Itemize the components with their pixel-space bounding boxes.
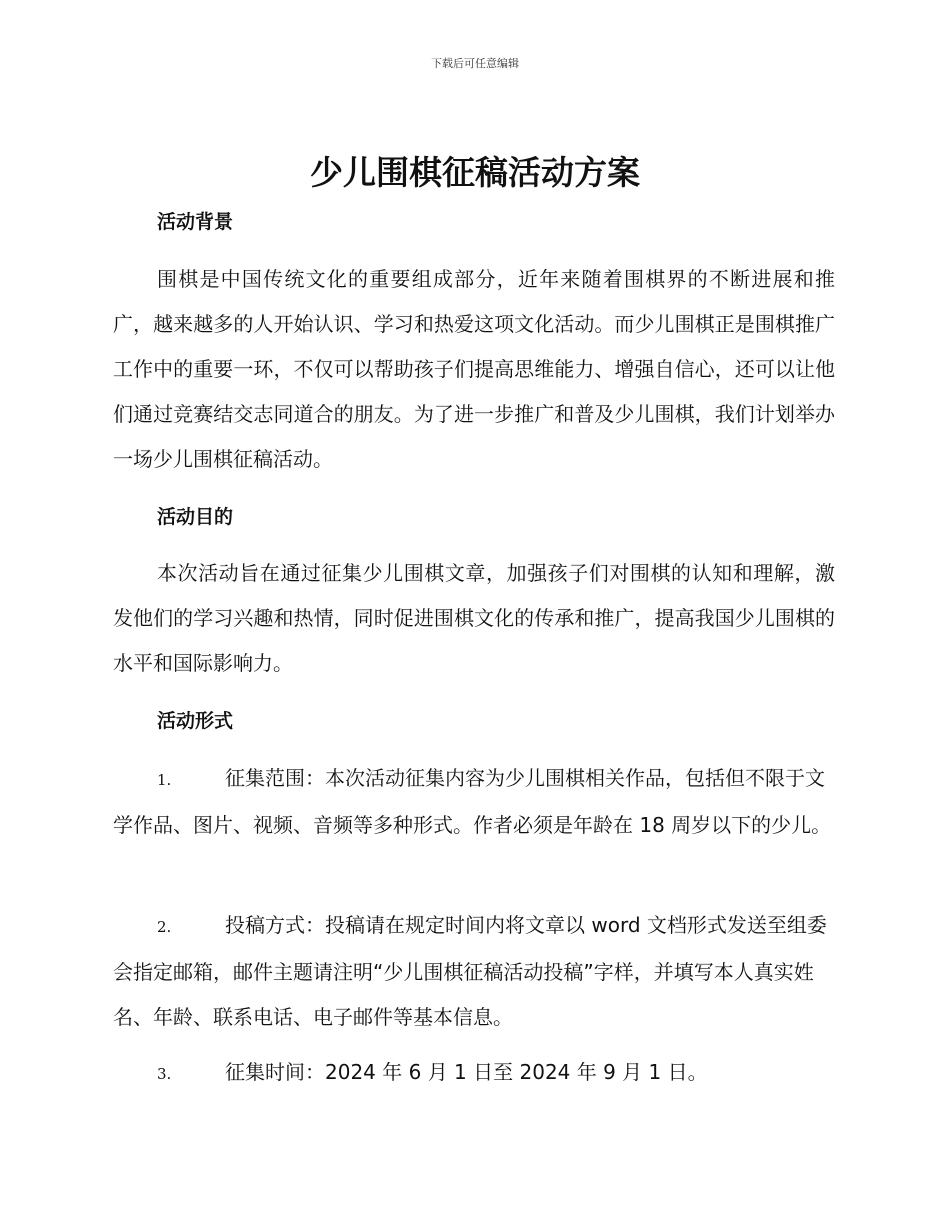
- section-heading-purpose: 活动目的: [157, 506, 234, 528]
- purpose-paragraph: 本次活动旨在通过征集少儿围棋文章，加强孩子们对围棋的认知和理解，激发他们的学习兴趣和热情，同时促进围棋文化的传承和推广，提高我国少儿围棋的水平和国际影响力。: [113, 561, 835, 675]
- document-title: 少儿围棋征稿活动方案: [310, 153, 640, 192]
- list-item-number: 3.: [157, 1065, 172, 1083]
- list-item-number: 1.: [157, 771, 172, 789]
- background-paragraph: 围棋是中国传统文化的重要组成部分，近年来随着围棋界的不断进展和推广，越来越多的人开始认识、学习和热爱这项文化活动。而少儿围棋正是围棋推广工作中的重要一环，不仅可以帮助孩子们提高思维能力、增强自信心，还可以让他们通过竞赛结交志同道合的朋友。为了进一步推广和普及少儿围棋，我们计划举办一场少儿围棋征稿活动。: [113, 267, 835, 471]
- section-heading-background: 活动背景: [157, 211, 234, 233]
- section-heading-format: 活动形式: [157, 710, 234, 732]
- list-item: [113, 756, 835, 848]
- list-item: [113, 903, 835, 1040]
- header-note: 下载后可任意编辑: [431, 57, 519, 70]
- list-item-text: 征集范围：本次活动征集内容为少儿围棋相关作品，包括但不限于文学作品、图片、视频、音频等多种形式。作者必须是年龄在 18 周岁以下的少儿。: [113, 766, 832, 837]
- list-item-text: 投稿方式：投稿请在规定时间内将文章以 word 文档形式发送至组委会指定邮箱，邮件主题请注明“少儿围棋征稿活动投稿”字样，并填写本人真实姓名、年龄、联系电话、电子邮件等基本信息。: [113, 913, 827, 1029]
- list-item-number: 2.: [157, 918, 172, 936]
- list-item-text: 征集时间：2024 年 6 月 1 日至 2024 年 9 月 1 日。: [225, 1060, 708, 1084]
- list-item: [113, 1050, 835, 1097]
